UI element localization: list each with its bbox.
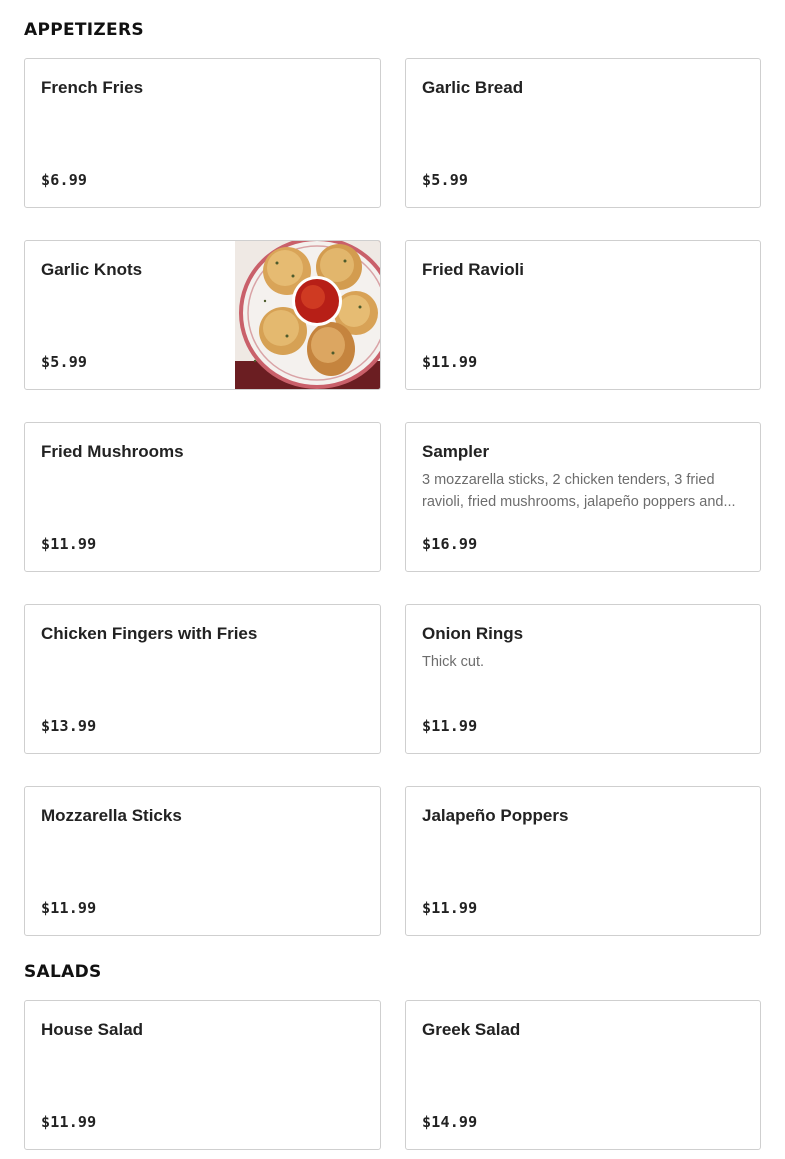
item-price: $14.99	[422, 1113, 478, 1131]
item-description: 3 mozzarella sticks, 2 chicken tenders, 3 fried ravioli, fried mushrooms, jalapeño poppers and...	[422, 472, 736, 510]
menu-item-house-salad[interactable]	[24, 1000, 381, 1150]
menu-item-chicken-fingers[interactable]	[24, 604, 381, 754]
item-price: $16.99	[422, 535, 478, 553]
item-name: Fried Ravioli	[422, 260, 525, 279]
item-name: House Salad	[41, 1020, 144, 1039]
item-price: $11.99	[422, 717, 478, 735]
menu-item-fried-mushrooms[interactable]	[24, 422, 381, 572]
item-price: $11.99	[41, 535, 97, 553]
item-price: $11.99	[422, 899, 478, 917]
section-title-appetizers: APPETIZERS	[24, 20, 144, 40]
menu-item-greek-salad[interactable]	[405, 1000, 761, 1150]
section-title-salads: SALADS	[24, 962, 102, 982]
item-name: French Fries	[41, 78, 144, 97]
menu-item-garlic-bread[interactable]	[405, 58, 761, 208]
item-price: $6.99	[41, 171, 88, 189]
garlic-knots-photo	[235, 241, 380, 389]
item-name: Garlic Bread	[422, 78, 524, 97]
menu-item-fried-ravioli[interactable]	[405, 240, 761, 390]
salads-grid	[24, 1000, 761, 1150]
item-name: Garlic Knots	[41, 260, 143, 279]
item-name: Jalapeño Poppers	[422, 806, 569, 825]
menu-item-french-fries[interactable]	[24, 58, 381, 208]
item-name: Sampler	[422, 442, 490, 461]
item-description: Thick cut.	[422, 654, 485, 670]
item-price: $13.99	[41, 717, 97, 735]
item-name: Fried Mushrooms	[41, 442, 184, 461]
item-price: $11.99	[41, 1113, 97, 1131]
item-name: Mozzarella Sticks	[41, 806, 182, 825]
menu-item-jalapeno-poppers[interactable]	[405, 786, 761, 936]
menu-item-sampler[interactable]	[405, 422, 761, 572]
menu-item-mozzarella-sticks[interactable]	[24, 786, 381, 936]
appetizers-grid	[24, 58, 761, 936]
menu-item-garlic-knots[interactable]	[24, 240, 381, 390]
item-price: $5.99	[422, 171, 469, 189]
item-name: Chicken Fingers with Fries	[41, 624, 258, 643]
item-price: $11.99	[422, 353, 478, 371]
item-price: $5.99	[41, 353, 88, 371]
item-price: $11.99	[41, 899, 97, 917]
menu-item-onion-rings[interactable]	[405, 604, 761, 754]
item-name: Greek Salad	[422, 1020, 521, 1039]
item-name: Onion Rings	[422, 624, 524, 643]
